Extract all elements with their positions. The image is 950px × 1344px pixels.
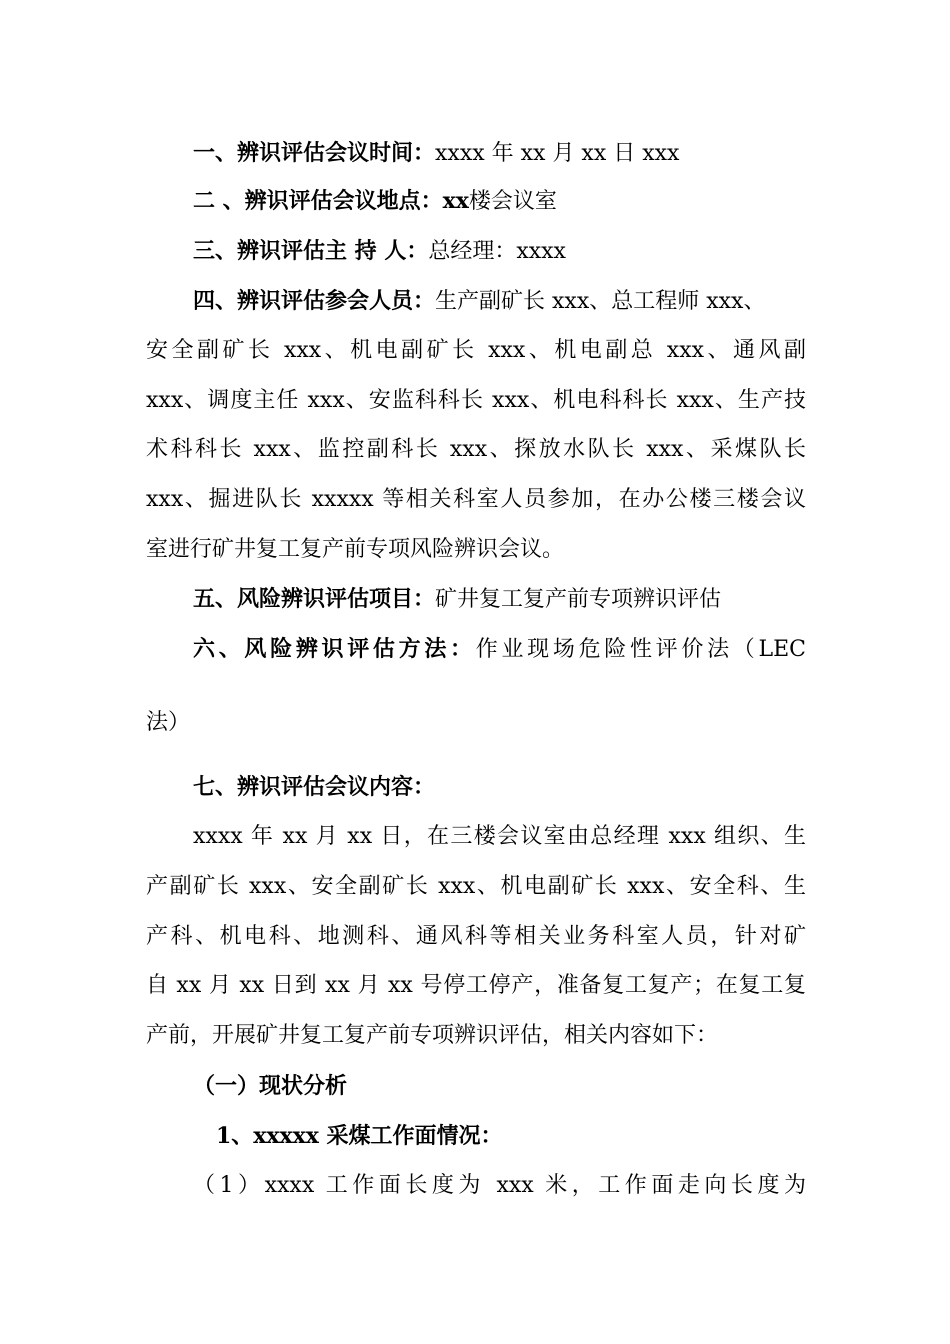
subsection-status-analysis: （一）现状分析 bbox=[193, 1073, 348, 1099]
content-para-line-1: xxxx 年 xx 月 xx 日，在三楼会议室由总经理 xxx 组织、生 bbox=[193, 824, 806, 849]
section-4-attendees bbox=[193, 286, 765, 317]
section-5-heading: 五、风险辨识评估项目： bbox=[193, 586, 436, 612]
attendees-line-5: xxx、掘进队长 xxxxx 等相关科室人员参加，在办公楼三楼会议 bbox=[146, 487, 806, 512]
section-6-heading: 六、风险辨识评估方法： bbox=[193, 636, 476, 662]
attendees-line-4: 术科科长 xxx、监控副科长 xxx、探放水队长 xxx、采煤队长 bbox=[146, 437, 806, 462]
attendees-line-6: 室进行矿井复工复产前专项风险辨识会议。 bbox=[146, 537, 565, 562]
section-3-host bbox=[193, 236, 566, 267]
section-4-value: 生产副矿长 xxx、总工程师 xxx、 bbox=[435, 289, 766, 314]
section-2-meeting-place bbox=[193, 186, 557, 217]
section-5-project bbox=[193, 584, 721, 615]
section-4-heading: 四、辨识评估参会人员： bbox=[193, 288, 436, 314]
section-3-value: 总经理：xxxx bbox=[428, 239, 566, 264]
section-6-method bbox=[193, 634, 806, 665]
workface-item-1: （1）xxxx 工作面长度为 xxx 米，工作面走向长度为 bbox=[193, 1173, 806, 1198]
section-5-value: 矿井复工复产前专项辨识评估 bbox=[435, 587, 722, 612]
section-2-value: 楼会议室 bbox=[468, 189, 557, 214]
section-7-heading: 七、辨识评估会议内容： bbox=[193, 774, 436, 800]
section-6-value: 作业现场危险性评价法（LEC bbox=[475, 637, 806, 662]
content-para-line-4: 自 xx 月 xx 日到 xx 月 xx 号停工停产，准备复工复产；在复工复 bbox=[146, 973, 806, 998]
section-6-line-2: 法） bbox=[146, 710, 191, 735]
section-1-meeting-time bbox=[193, 138, 679, 169]
content-para-line-5: 产前，开展矿井复工复产前专项辨识评估，相关内容如下： bbox=[146, 1023, 719, 1048]
section-1-value: xxxx 年 xx 月 xx 日 xxx bbox=[435, 141, 680, 166]
section-3-heading: 三、辨识评估主 持 人： bbox=[193, 238, 429, 264]
section-1-heading: 一、辨识评估会议时间： bbox=[193, 140, 436, 166]
content-para-line-2: 产副矿长 xxx、安全副矿长 xxx、机电副矿长 xxx、安全科、生 bbox=[146, 874, 806, 899]
content-para-line-3: 产科、机电科、地测科、通风科等相关业务科室人员，针对矿 bbox=[146, 924, 806, 949]
section-2-heading: 二 、辨识评估会议地点：xx bbox=[193, 188, 469, 214]
attendees-line-3: xxx、调度主任 xxx、安监科科长 xxx、机电科科长 xxx、生产技 bbox=[146, 388, 806, 413]
attendees-line-2: 安全副矿长 xxx、机电副矿长 xxx、机电副总 xxx、通风副 bbox=[146, 338, 806, 363]
subsection-workface-heading: 1、xxxxx 采煤工作面情况： bbox=[216, 1123, 503, 1149]
